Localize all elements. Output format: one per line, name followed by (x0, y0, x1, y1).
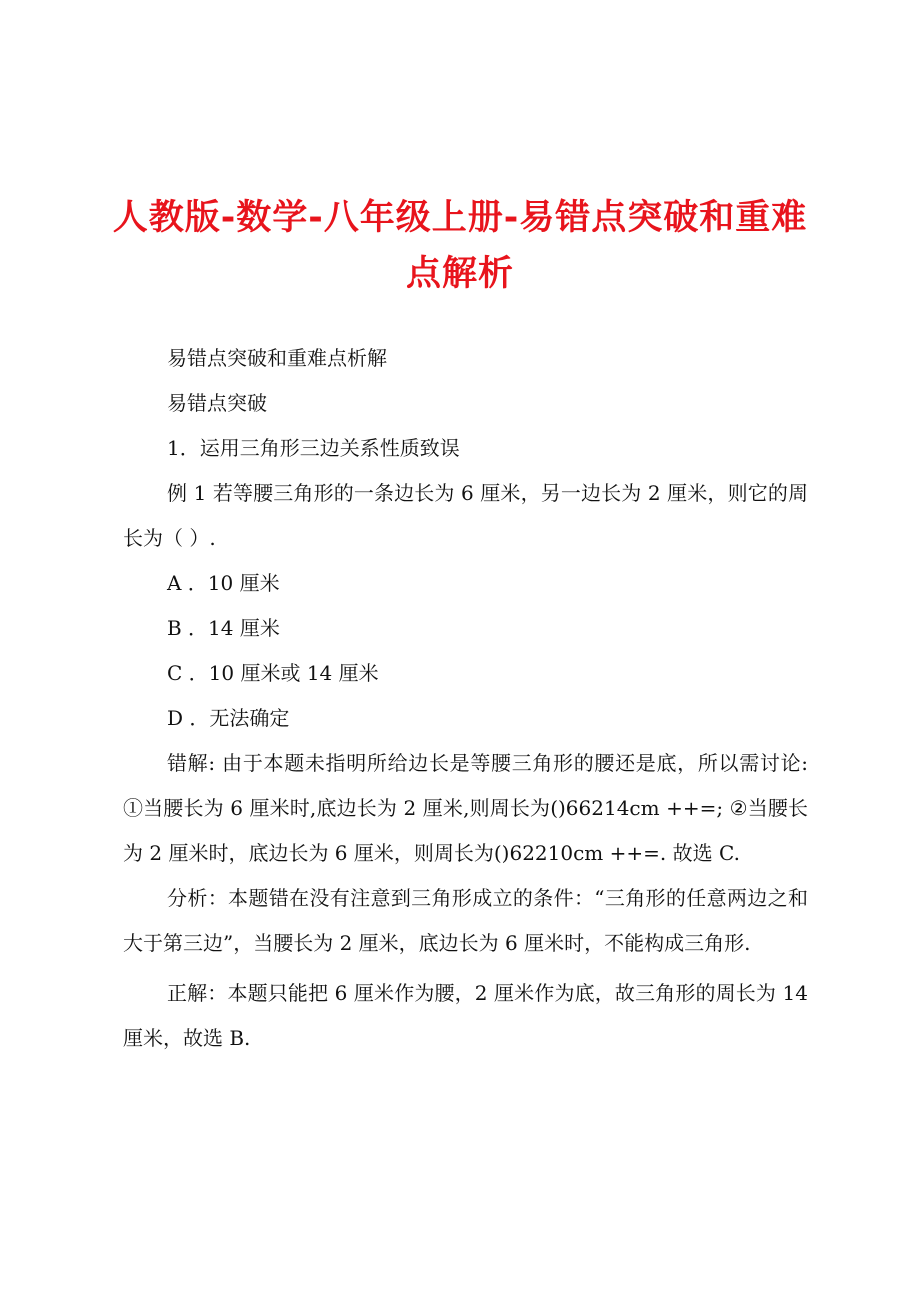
paragraph-heading: 易错点突破和重难点析解 (167, 346, 387, 370)
paragraph-wrong-solution: 错解: 由于本题未指明所给边长是等腰三角形的腰还是底，所以需讨论: ①当腰长为 6 厘米时,底边长为 2 厘米,则周长为()66214cm ++=; ②当腰长为 2 厘米时，底边长为 6 厘米，则周长为()62210cm ++=. 故选 C. (123, 751, 808, 865)
document-title: 人教版-数学-八年级上册-易错点突破和重难点解析 (112, 198, 808, 294)
paragraph-section-title: 易错点突破 (167, 391, 267, 415)
option-a: A ．10 厘米 (167, 571, 280, 595)
option-c: C ．10 厘米或 14 厘米 (167, 661, 379, 685)
paragraph-example: 例 1 若等腰三角形的一条边长为 6 厘米，另一边长为 2 厘米，则它的周长为（ ）. (123, 481, 808, 550)
option-d: D ．无法确定 (167, 706, 290, 730)
document-body (123, 336, 808, 1061)
paragraph-correct-solution: 正解：本题只能把 6 厘米作为腰，2 厘米作为底，故三角形的周长为 14 厘米，故选 B. (123, 981, 808, 1050)
paragraph-analysis: 分析：本题错在没有注意到三角形成立的条件：“三角形的任意两边之和大于第三边”，当腰长为 2 厘米，底边长为 6 厘米时，不能构成三角形. (123, 886, 808, 955)
option-b: B ．14 厘米 (167, 616, 280, 640)
paragraph-topic: 1．运用三角形三边关系性质致误 (167, 436, 460, 460)
